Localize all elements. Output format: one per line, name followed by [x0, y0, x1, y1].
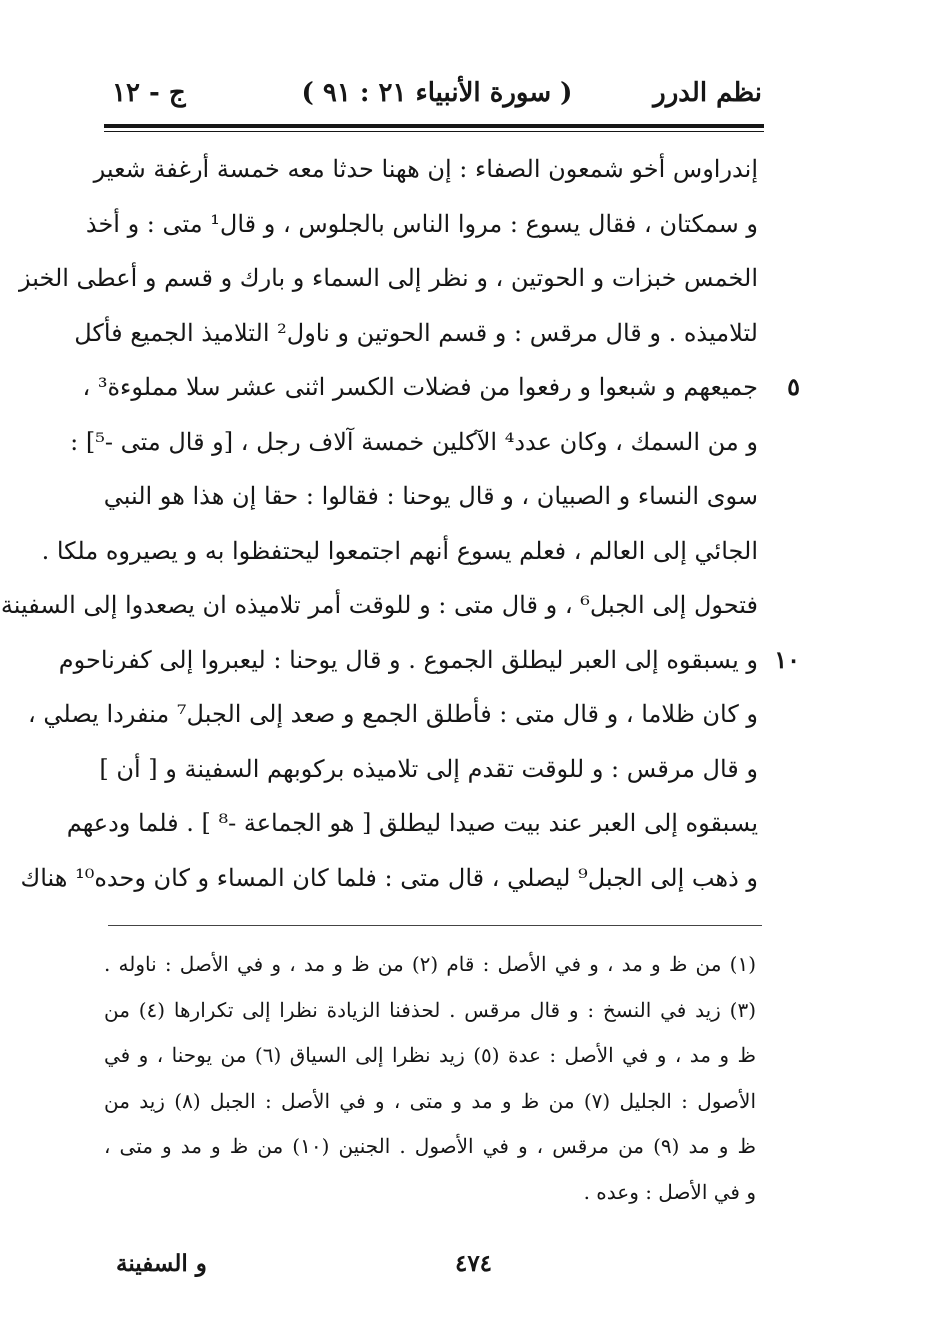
- running-header: [112, 78, 762, 118]
- line-text: جميعهم و شبعوا و رفعوا من فضلات الكسر اثنى عشر سلا مملوءة³ ،: [82, 373, 758, 401]
- footnote-line: الأصول : الجليل (٧) من ظ و مد و متى ، و في الأصل : الجبل (٨) زيد من: [104, 1088, 757, 1113]
- text-line: و كان ظلاما ، و قال متى : فأطلق الجمع و صعد إلى الجبل⁷ منفردا يصلي ،: [28, 700, 758, 728]
- text-line: فتحول إلى الجبل⁶ ، و قال متى : و للوقت أمر تلاميذه ان يصعدوا إلى السفينة: [0, 591, 758, 619]
- text-line: الخمس خبزات و الحوتين ، و نظر إلى السماء و بارك و قسم و أعطى الخبز: [18, 264, 758, 292]
- main-text: [0, 142, 800, 905]
- line-text: و يسبقوه إلى العبر ليطلق الجموع . و قال يوحنا : ليعبروا إلى كفرناحوم: [58, 645, 758, 674]
- line-number-5: ٥: [787, 372, 800, 401]
- footnote-line: ظ و مد ، و في الأصل : عدة (٥) زيد نظرا إلى السياق (٦) من يوحنا ، و في: [104, 1043, 757, 1067]
- header-rule: [104, 124, 764, 128]
- footnote-line: و في الأصل : وعده .: [583, 1179, 756, 1204]
- footnote-line: (١) من ظ و مد ، و في الأصل : قام (٢) من ظ و مد ، و في الأصل : ناوله .: [104, 952, 756, 976]
- footnote-line: (٣) زيد في النسخ : و قال مرقس . لحذفنا الزيادة نظرا إلى تكرارها (٤) من: [104, 997, 756, 1022]
- text-line-5: [82, 360, 800, 415]
- footnote-line: ظ و مد (٩) من مرقس ، و في الأصول . الجنين (١٠) من ظ و مد و متى ،: [104, 1134, 756, 1158]
- text-line: و قال مرقس : و للوقت تقدم إلى تلاميذه بركوبهم السفينة و [ أن ]: [99, 754, 758, 783]
- catchword: و السفينة: [116, 1250, 207, 1277]
- text-line: يسبقوه إلى العبر عند بيت صيدا ليطلق [ هو الجماعة -⁸ ] . فلما ودعهم: [66, 809, 758, 837]
- text-line: و ذهب إلى الجبل⁹ ليصلي ، قال متى : فلما كان المساء و كان وحده¹⁰ هناك: [20, 863, 758, 892]
- text-line-10: [58, 633, 800, 688]
- footnotes: [104, 942, 756, 1215]
- text-line: و من السمك ، وكان عدد⁴ الآكلين خمسة آلاف رجل ، [و قال متى -⁵] :: [70, 427, 758, 456]
- footnote-divider: [108, 925, 762, 926]
- text-line: لتلاميذه . و قال مرقس : و قسم الحوتين و ناول² التلاميذ الجميع فأكل: [74, 318, 758, 347]
- text-line: سوى النساء و الصبيان ، و قال يوحنا : فقالوا : حقا إن هذا هو النبي: [103, 482, 758, 510]
- header-rule-thin: [104, 131, 764, 132]
- page-number: ٤٧٤: [454, 1250, 493, 1277]
- text-line: الجائي إلى العالم ، فعلم يسوع أنهم اجتمعوا ليحتفظوا به و يصيروه ملكا .: [41, 536, 758, 565]
- book-title: نظم الدرر: [653, 78, 762, 108]
- surah-reference: ( سورة الأنبياء ٢١ : ٩١ ): [301, 78, 573, 108]
- volume-number: ج - ١٢: [112, 78, 186, 108]
- text-line: و سمكتان ، فقال يسوع : مروا الناس بالجلوس ، و قال¹ متى : و أخذ: [85, 209, 758, 238]
- line-number-10: ١٠: [774, 644, 800, 674]
- text-line: إندراوس أخو شمعون الصفاء : إن ههنا حدثا معه خمسة أرغفة شعير: [93, 155, 758, 183]
